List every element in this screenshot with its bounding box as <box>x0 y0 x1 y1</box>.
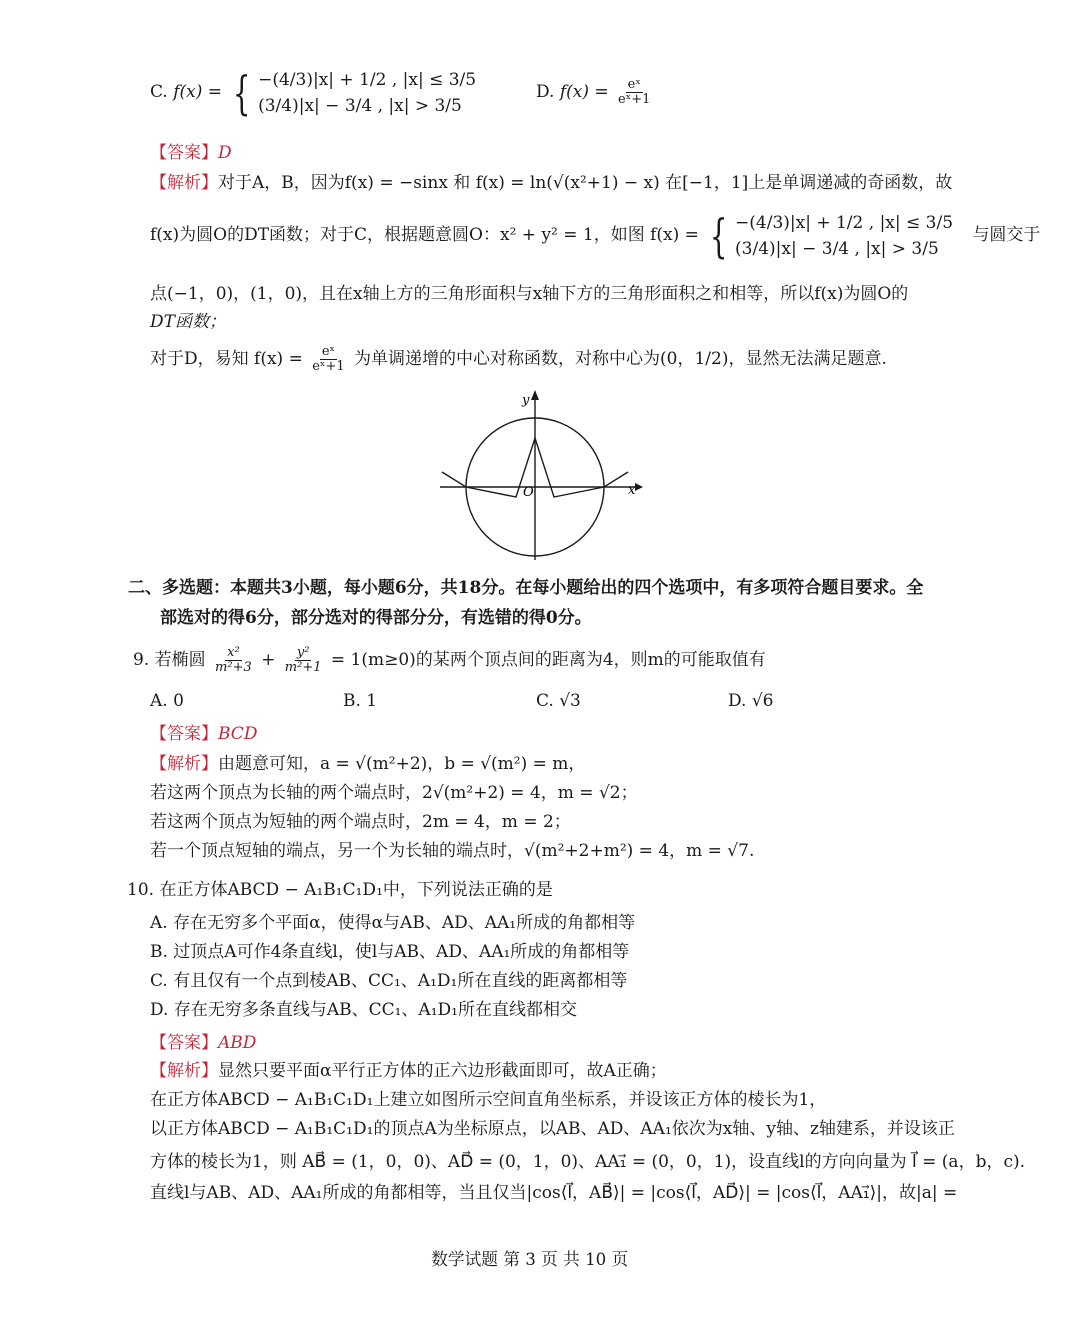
q9-option-d: D. √6 <box>728 691 774 711</box>
fraction: $\frac{\text{x²}}{\text{m²+3}}$ <box>215 645 252 675</box>
piecewise-cases: −(4/3)|x| + 1/2 , |x| ≤ 3/5 (3/4)|x| − 3/4 , |x| > 3/5 <box>735 212 954 259</box>
fraction: $\frac{\text{y²}}{\text{m²+1}}$ <box>284 645 322 675</box>
q9-answer: 【答案】BCD <box>150 724 258 744</box>
section-2-heading-line-2: 部选对的得6分，部分选对的得部分分，有选错的得0分。 <box>160 608 592 628</box>
option-c-func: f(x) = <box>173 82 223 102</box>
q9-option-c: C. √3 <box>536 691 581 711</box>
q8-analysis-3: 点(−1，0)，(1，0)，且在x轴上方的三角形面积与x轴下方的三角形面积之和相等，所以f(x)为圆O的 <box>150 284 909 304</box>
q9-option-b: B. 1 <box>343 691 378 711</box>
q10-analysis-4: 方体的棱长为1，则 AB⃗ = (1，0，0)、AD⃗ = (0，1，0)、AA₁⃗ = (0，0，1)，设直线l的方向向量为 l⃗ = (a，b，c). <box>150 1152 1026 1172</box>
q10-option-c: C. 有且仅有一个点到棱AB、CC₁、A₁D₁所在直线的距离都相等 <box>150 971 628 991</box>
piecewise-cases <box>258 67 476 119</box>
case-row-2: (3/4)|x| − 3/4 , |x| > 3/5 <box>258 95 462 116</box>
section-2-heading-line-1: 二、多选题：本题共3小题，每小题6分，共18分。在每小题给出的四个选项中，有多项符合题目要求。全 <box>128 578 924 598</box>
q9-option-a: A. 0 <box>150 691 184 711</box>
y-axis-arrow-icon <box>531 390 539 400</box>
q8-answer <box>150 141 232 165</box>
q9-stem: 9. 若椭圆 $\frac{\text{x²}}{\text{m²+3}}$ + $\frac{\text{y²}}{\text{m²+1}}$ = 1(m≥0)的某两个顶点间的距离为4，则m的可能取值有 <box>133 645 766 675</box>
q8-analysis-1: 【解析】对于A，B，因为f(x) = −sinx 和 f(x) = ln(√(x²+1) − x) 在[−1，1]上是单调递减的奇函数，故 <box>150 173 953 193</box>
y-axis-label: y <box>522 393 530 408</box>
q8-analysis-5: 对于D，易知 f(x) = $\frac{\text{eˣ}}{\text{eˣ+1}}$ 为单调递增的中心对称函数，对称中心为(0，1/2)，显然无法满足题意. <box>150 344 887 374</box>
option-c-label: C. <box>150 82 168 102</box>
q10-analysis-5: 直线l与AB、AD、AA₁所成的角都相等，当且仅当|cos⟨l⃗，AB⃗⟩| = |cos⟨l⃗，AD⃗⟩| = |cos⟨l⃗，AA₁⃗⟩|，故|a| = <box>150 1183 958 1203</box>
q10-stem: 10. 在正方体ABCD − A₁B₁C₁D₁中，下列说法正确的是 <box>127 880 553 900</box>
option-d-label: D. <box>536 82 555 102</box>
q9-analysis-4: 若一个顶点短轴的端点，另一个为长轴的端点时，√(m²+2+m²) = 4，m = √7. <box>150 841 755 861</box>
option-d-func: f(x) = <box>559 82 609 102</box>
x-axis-arrow-icon <box>635 483 643 491</box>
q8-analysis-4: DT函数； <box>150 312 226 332</box>
q10-analysis-2: 在正方体ABCD − A₁B₁C₁D₁上建立如图所示空间直角坐标系，并设该正方体的棱长为1， <box>150 1090 827 1110</box>
brace-icon: { <box>710 208 728 263</box>
q9-analysis-1: 【解析】由题意可知，a = √(m²+2)，b = √(m²) = m， <box>150 754 586 774</box>
x-axis-label: x <box>628 483 636 498</box>
case-row-1: −(4/3)|x| + 1/2 , |x| ≤ 3/5 <box>258 69 477 90</box>
brace-icon: { <box>233 65 251 120</box>
q10-option-a: A. 存在无穷多个平面α，使得α与AB、AD、AA₁所成的角都相等 <box>150 913 636 933</box>
fraction: $\frac{\text{eˣ}}{\text{eˣ+1}}$ <box>618 77 651 107</box>
q10-analysis-1: 【解析】显然只要平面α平行正方体的正六边形截面即可，故A正确； <box>150 1061 667 1081</box>
page-footer: 数学试题 第 3 页 共 10 页 <box>431 1250 629 1270</box>
q8-analysis-2: f(x)为圆O的DT函数；对于C，根据题意圆O：x² + y² = 1，如图 f(x) = { −(4/3)|x| + 1/2 , |x| ≤ 3/5 (3/4)|x| − 3/4 , |x| > 3/5 与圆交于 <box>150 208 1041 263</box>
fraction: $\frac{\text{eˣ}}{\text{eˣ+1}}$ <box>312 344 345 374</box>
q10-option-b: B. 过顶点A可作4条直线l，使l与AB、AD、AA₁所成的角都相等 <box>150 942 630 962</box>
q8-option-c <box>150 62 476 122</box>
q9-analysis-3: 若这两个顶点为短轴的两个端点时，2m = 4，m = 2； <box>150 812 571 832</box>
q10-analysis-3: 以正方体ABCD − A₁B₁C₁D₁的顶点A为坐标原点，以AB、AD、AA₁依次为x轴、y轴、z轴建系，并设该正 <box>150 1119 955 1139</box>
circle-function-figure <box>430 388 650 563</box>
q9-analysis-2: 若这两个顶点为长轴的两个端点时，2√(m²+2) = 4，m = √2； <box>150 783 638 803</box>
q10-option-d: D. 存在无穷多条直线与AB、CC₁、A₁D₁所在直线都相交 <box>150 1000 577 1020</box>
origin-label: O <box>523 485 534 500</box>
q10-answer: 【答案】ABD <box>150 1033 257 1053</box>
analysis-tag: 【解析】 <box>150 173 218 193</box>
answer-tag: 【答案】 <box>150 143 218 163</box>
answer-value: D <box>218 143 232 163</box>
q8-option-d <box>536 78 654 107</box>
